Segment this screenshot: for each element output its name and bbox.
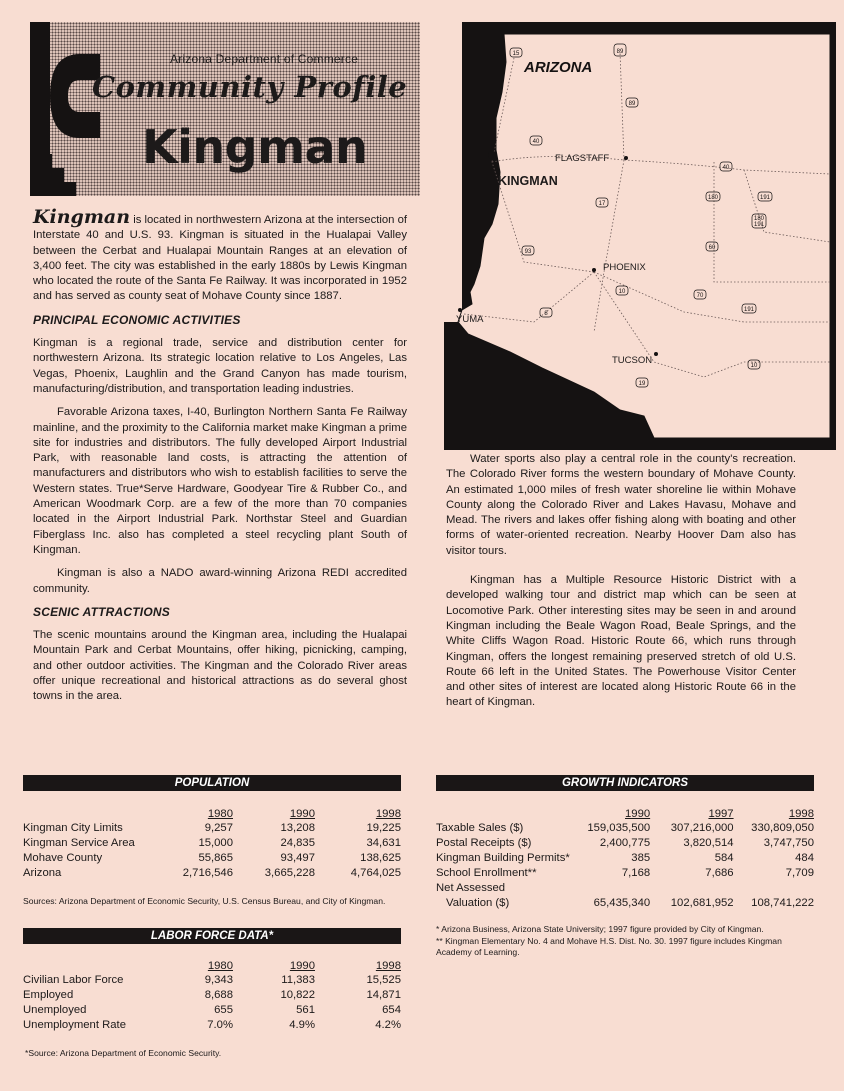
svg-text:191: 191: [759, 195, 771, 201]
map-city-yuma: YUMA: [456, 314, 484, 325]
year-header: 1980: [207, 959, 233, 972]
table-row: Unemployed 655 561 654: [23, 1004, 401, 1016]
table-row: Kingman City Limits 9,257 13,208 19,225: [23, 822, 401, 834]
city-title: Kingman: [142, 120, 368, 174]
right-column: [446, 452, 796, 711]
scenic-p3: Kingman has a Multiple Resource Historic District with a developed walking tour and district map which can be seen at Locomotive Park. Other interesting sites may be seen in and around Kingman including the Beale Wagon Road, Beale Springs, and the White Cliffs Wagon Road. Historic Route 66, which runs through Kingman, offers the longest remaining preserved stretch of old U.S. Route 66 left in the United States. The Powerhouse Visitor Center and other sites of interest are located along Historic Route 66 in the heart of Kingman.: [446, 574, 796, 709]
table-row: School Enrollment** 7,168 7,686 7,709: [436, 867, 814, 879]
scenic-heading: SCENIC ATTRACTIONS: [33, 604, 170, 619]
profile-title: Community Profile: [92, 70, 408, 104]
svg-text:191: 191: [743, 307, 755, 313]
intro-paragraph: [33, 206, 407, 305]
table-row: Unemployment Rate 7.0% 4.9% 4.2%: [23, 1019, 401, 1031]
population-table: [23, 806, 401, 881]
growth-title: GROWTH INDICATORS: [436, 775, 814, 791]
table-row: Valuation ($) 65,435,340 102,681,952 108,741,222: [446, 897, 814, 909]
table-row: Net Assessed: [436, 882, 506, 894]
svg-text:19: 19: [638, 381, 646, 387]
table-row: Arizona 2,716,546 3,665,228 4,764,025: [23, 867, 401, 879]
year-header: 1990: [625, 807, 651, 820]
header-stairs: [30, 140, 90, 196]
table-header-row: [436, 806, 814, 821]
arizona-map: [444, 22, 836, 450]
svg-text:10: 10: [750, 363, 758, 369]
table-row: Civilian Labor Force 9,343 11,383 15,525: [23, 974, 401, 986]
svg-text:8: 8: [544, 311, 548, 317]
year-header: 1990: [289, 807, 315, 820]
year-header: 1997: [708, 807, 734, 820]
svg-text:17: 17: [598, 201, 606, 207]
growth-table: [436, 806, 814, 911]
map-city-kingman: KINGMAN: [498, 174, 558, 188]
intro-text: is located in northwestern Arizona at the intersection of Interstate 40 and U.S. 93. Kingman is situated in the Hualapai Valley between the Cerbat and Hualapai Mountain Ranges at an elevation of 3,400 feet. The city was established in the early 1880s by Lewis Kingman who located the route of the Santa Fe Railway. It was incorporated in 1952 and has served as county seat of Mohave County since 1887.: [33, 214, 407, 303]
svg-text:40: 40: [722, 165, 730, 171]
svg-text:15: 15: [512, 51, 520, 57]
population-source: Sources: Arizona Department of Economic Security, U.S. Census Bureau, and City of Kingman.: [23, 896, 386, 906]
table-row: Postal Receipts ($) 2,400,775 3,820,514 3,747,750: [436, 837, 814, 849]
svg-text:89: 89: [616, 49, 624, 55]
population-title: POPULATION: [23, 775, 401, 791]
table-row: Taxable Sales ($) 159,035,500 307,216,000 330,809,050: [436, 822, 814, 834]
svg-text:180: 180: [707, 195, 719, 201]
growth-note-1: * Arizona Business, Arizona State University; 1997 figure provided by City of Kingman.: [436, 924, 764, 934]
svg-text:60: 60: [708, 245, 716, 251]
economic-p1: Kingman is a regional trade, service and distribution center for northwestern Arizona. Its strategic location relative to Los Angeles, Las Vegas, Phoenix, Laughlin and the Grand Canyon has made tourism, manufacturing/distribution, and transportation leading industries.: [33, 337, 407, 395]
labor-table: [23, 958, 401, 1033]
agency-name: Arizona Department of Commerce: [170, 52, 359, 66]
left-column: [33, 206, 407, 705]
table-header-row: [23, 958, 401, 973]
svg-text:191: 191: [753, 222, 765, 228]
svg-text:70: 70: [696, 293, 704, 299]
economic-p3: Kingman is also a NADO award-winning Arizona REDI accredited community.: [33, 567, 407, 595]
growth-note-2: ** Kingman Elementary No. 4 and Mohave H.S. Dist. No. 30. 1997 figure includes Kingman Academy of Learning.: [436, 936, 782, 957]
map-city-tucson: TUCSON: [612, 355, 653, 366]
svg-text:10: 10: [618, 289, 626, 295]
map-city-phoenix: PHOENIX: [603, 262, 646, 273]
table-row: Kingman Building Permits* 385 584 484: [436, 852, 814, 864]
table-row: Mohave County 55,865 93,497 138,625: [23, 852, 401, 864]
map-state-label: ARIZONA: [524, 59, 593, 76]
labor-source: *Source: Arizona Department of Economic Security.: [25, 1048, 222, 1058]
labor-title: LABOR FORCE DATA*: [23, 928, 401, 944]
svg-text:93: 93: [524, 249, 532, 255]
year-header: 1980: [207, 807, 233, 820]
economic-heading: PRINCIPAL ECONOMIC ACTIVITIES: [33, 312, 241, 327]
table-row: Employed 8,688 10,822 14,871: [23, 989, 401, 1001]
svg-text:180: 180: [753, 216, 765, 222]
svg-text:89: 89: [628, 101, 636, 107]
table-header-row: [23, 806, 401, 821]
scenic-p2: Water sports also play a central role in the county's recreation. The Colorado River forms the western boundary of Mohave County. An estimated 1,000 miles of fresh water shoreline lie within Mohave County along the Colorado River and Lakes Havasu, Mohave and Mead. The rivers and lakes offer fishing along with boating and other forms of water-oriented recreation. Nearby Hoover Dam also has visitor tours.: [446, 453, 796, 557]
year-header: 1998: [375, 959, 401, 972]
year-header: 1998: [788, 807, 814, 820]
svg-text:40: 40: [532, 139, 540, 145]
year-header: 1998: [375, 807, 401, 820]
scenic-p1: The scenic mountains around the Kingman area, including the Hualapai Mountain Park and Cerbat Mountains, offer hiking, picnicking, camping, and other outdoor activities. The Kingman and the Colorado River areas offer unique recreational and historical attractions as do several ghost towns in the area.: [33, 629, 407, 703]
economic-p2: Favorable Arizona taxes, I-40, Burlington Northern Santa Fe Railway mainline, and the proximity to the California market make Kingman a prime site for industries and distributors. The fully developed Airport Industrial Park, with reasonable land costs, is attracting the attention of manufacturers and distributors who wish to establish facilities to serve the Western states. True*Serve Hardware, Goodyear Tire & Rubber Co., and American Woodmark Corp. are a few of the more than 70 companies located in the Airport Industrial Park. Northstar Steel and Guardian Fiberglass Inc. also has completed a steel recycling plant South of Kingman.: [33, 406, 407, 556]
table-row: Kingman Service Area 15,000 24,835 34,631: [23, 837, 401, 849]
year-header: 1990: [289, 959, 315, 972]
map-city-flagstaff: FLAGSTAFF: [555, 153, 610, 164]
intro-lead: Kingman: [33, 206, 131, 228]
